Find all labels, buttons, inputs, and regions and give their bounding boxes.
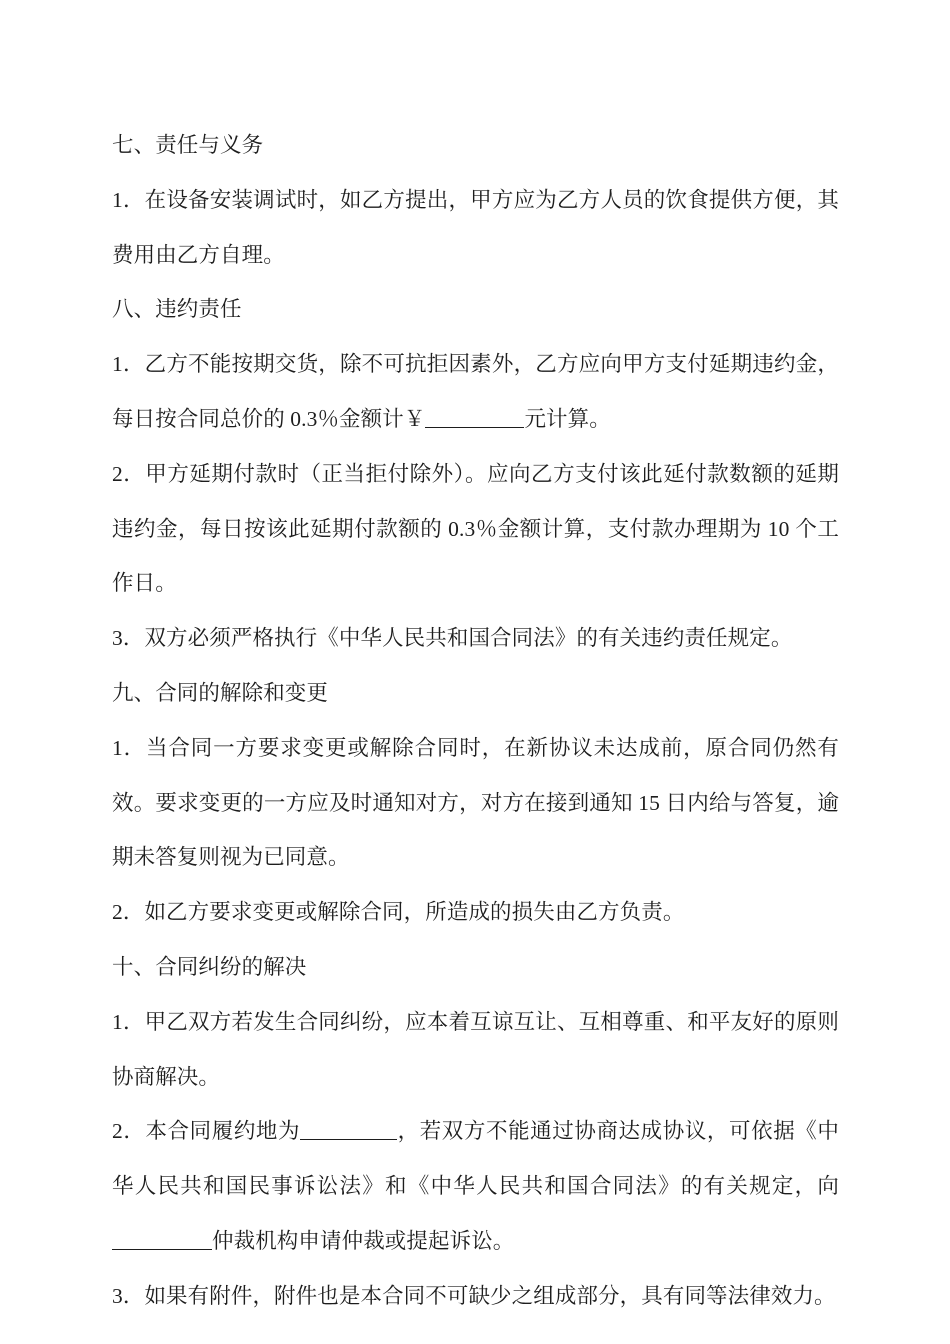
arbitration-body-blank[interactable] [112,1229,212,1250]
clause-10-2 [112,1104,839,1268]
section-heading-7: 七、责任与义务 [112,133,264,157]
clause-8-1 [112,337,839,447]
clause-9-1: 1．当合同一方要求变更或解除合同时，在新协议未达成前，原合同仍然有效。要求变更的一方应及时通知对方，对方在接到通知 15 日内给与答复，逾期未答复则视为已同意。 [112,735,839,870]
clause-8-1-text-after-blank: 元计算。 [524,406,611,431]
clause-8-2: 2．甲方延期付款时（正当拒付除外）。应向乙方支付该此延付款数额的延期违约金，每日按该此延期付款额的 0.3％金额计算，支付款办理期为 10 个工作日。 [112,461,839,596]
clause-10-2-text-between-blanks: ，若双方不能通过协商达成协议，可依据《中华人民共和国民事诉讼法》和《中华人民共和国合同法》的有关规定，向 [112,1119,839,1199]
clause-10-3: 3．如果有附件，附件也是本合同不可缺少之组成部分，具有同等法律效力。 [112,1283,836,1308]
clause-10-2-text-before-blank-1: 2．本合同履约地为 [112,1119,301,1144]
section-heading-10: 十、合同纠纷的解决 [112,954,307,979]
clause-10-2-text-after-blank-2: 仲裁机构申请仲裁或提起诉讼。 [212,1228,515,1253]
clause-9-2: 2．如乙方要求变更或解除合同，所造成的损失由乙方负责。 [112,900,685,925]
section-heading-8: 八、违约责任 [112,297,242,322]
clause-8-3: 3．双方必须严格执行《中华人民共和国合同法》的有关违约责任规定。 [112,626,793,651]
section-heading-9: 九、合同的解除和变更 [112,680,329,705]
performance-place-blank[interactable] [300,1120,397,1141]
clause-10-1: 1．甲乙双方若发生合同纠纷，应本着互谅互让、互相尊重、和平友好的原则协商解决。 [112,1009,839,1089]
clause-7-1: 1．在设备安装调试时，如乙方提出，甲方应为乙方人员的饮食提供方便，其费用由乙方自理。 [112,187,839,267]
document-body [112,118,839,1324]
clause-8-1-text-before-blank: 1．乙方不能按期交货，除不可抗拒因素外，乙方应向甲方支付延期违约金，每日按合同总价的 0.3％金额计￥ [112,352,839,431]
amount-blank[interactable] [425,407,524,428]
